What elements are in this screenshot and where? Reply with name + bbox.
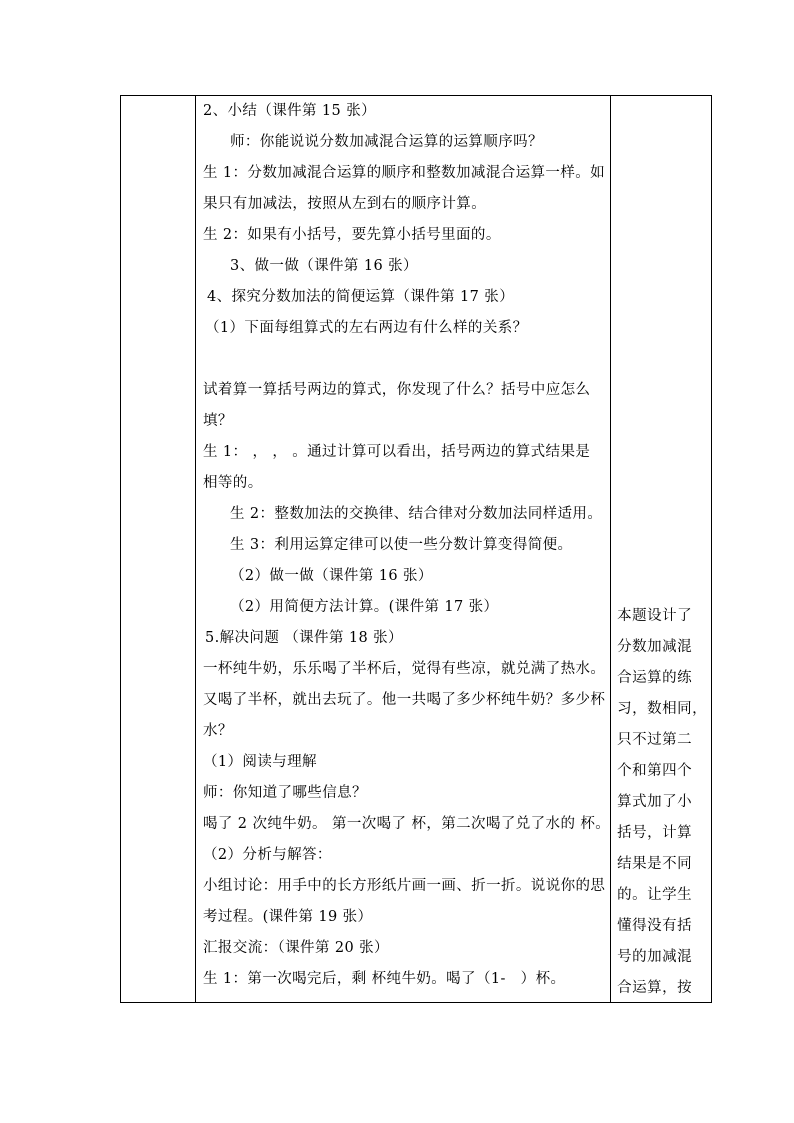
note-line: 习，数相同， xyxy=(617,701,708,717)
text-line: （2）用简便方法计算。(课件第 17 张） xyxy=(230,599,499,615)
note-line: 号的加减混 xyxy=(617,949,693,965)
note-line: 括号，计算 xyxy=(617,825,693,841)
text-line: （1）下面每组算式的左右两边有什么样的关系？ xyxy=(205,320,528,336)
design-note-cell xyxy=(611,96,712,1003)
note-line: 分数加减混 xyxy=(617,639,693,655)
text-line xyxy=(196,344,610,375)
text-line: 试着算一算括号两边的算式，你发现了什么？括号中应怎么 xyxy=(203,382,591,398)
note-line: 的。让学生 xyxy=(617,887,693,903)
note-line: 算式加了小 xyxy=(617,794,693,810)
text-line: 相等的。 xyxy=(203,475,263,491)
text-line: 4、探究分数加法的简便运算（课件第 17 张） xyxy=(207,289,515,305)
text-line: （2）分析与解答： xyxy=(203,847,332,863)
text-line: 水？ xyxy=(203,723,233,739)
note-line: 懂得没有括 xyxy=(617,918,693,934)
text-line: 5.解决问题 （课件第 18 张） xyxy=(205,630,403,646)
text-line: 喝了 2 次纯牛奶。 第一次喝了 杯，第二次喝了兑了水的 杯。 xyxy=(203,816,611,832)
text-line: 一杯纯牛奶，乐乐喝了半杯后，觉得有些凉，就兑满了热水。 xyxy=(203,661,606,677)
note-line: 本题设计了 xyxy=(617,608,693,624)
teaching-process-text xyxy=(196,96,610,1002)
text-line: （2）做一做（课件第 16 张） xyxy=(230,568,433,584)
note-line: 个和第四个 xyxy=(617,763,693,779)
text-line: 考过程。(课件第 19 张） xyxy=(203,909,373,925)
text-line: 生 2：如果有小括号，要先算小括号里面的。 xyxy=(203,227,501,243)
text-line: 又喝了半杯，就出去玩了。他一共喝了多少杯纯牛奶？多少杯 xyxy=(203,692,606,708)
note-line: 结果是不同 xyxy=(617,856,693,872)
note-line: 只不过第二 xyxy=(617,732,693,748)
text-line: 2、小结（课件第 15 张） xyxy=(203,103,376,119)
text-line: 3、做一做（课件第 16 张） xyxy=(230,258,418,274)
text-line: （1）阅读与理解 xyxy=(203,754,317,770)
text-line: 果只有加减法，按照从左到右的顺序计算。 xyxy=(203,196,487,212)
text-line: 生 3：利用运算定律可以使一些分数计算变得简便。 xyxy=(230,537,573,553)
left-column-cell xyxy=(121,96,196,1003)
text-line: 汇报交流：（课件第 20 张） xyxy=(203,940,389,956)
text-line: 生 1： ， ， 。通过计算可以看出，括号两边的算式结果是 xyxy=(203,444,591,460)
text-line: 生 1：分数加减混合运算的顺序和整数加减混合运算一样。如 xyxy=(203,165,606,181)
table-row xyxy=(121,96,712,1003)
text-line: 生 2：整数加法的交换律、结合律对分数加法同样适用。 xyxy=(230,506,603,522)
design-note-text xyxy=(611,96,711,1004)
text-line: 师：你知道了哪些信息？ xyxy=(203,785,367,801)
text-line: 填？ xyxy=(203,413,233,429)
text-line: 师：你能说说分数加减混合运算的运算顺序吗？ xyxy=(230,134,543,150)
text-line: 生 1：第一次喝完后，剩 杯纯牛奶。喝了（1- ）杯。 xyxy=(203,971,566,987)
teaching-process-cell xyxy=(196,96,611,1003)
note-line: 合运算的练 xyxy=(617,670,693,686)
note-line: 合运算，按 xyxy=(617,980,693,996)
text-line: 小组讨论：用手中的长方形纸片画一画、折一折。说说你的思 xyxy=(203,878,606,894)
lesson-plan-table xyxy=(120,95,712,1003)
